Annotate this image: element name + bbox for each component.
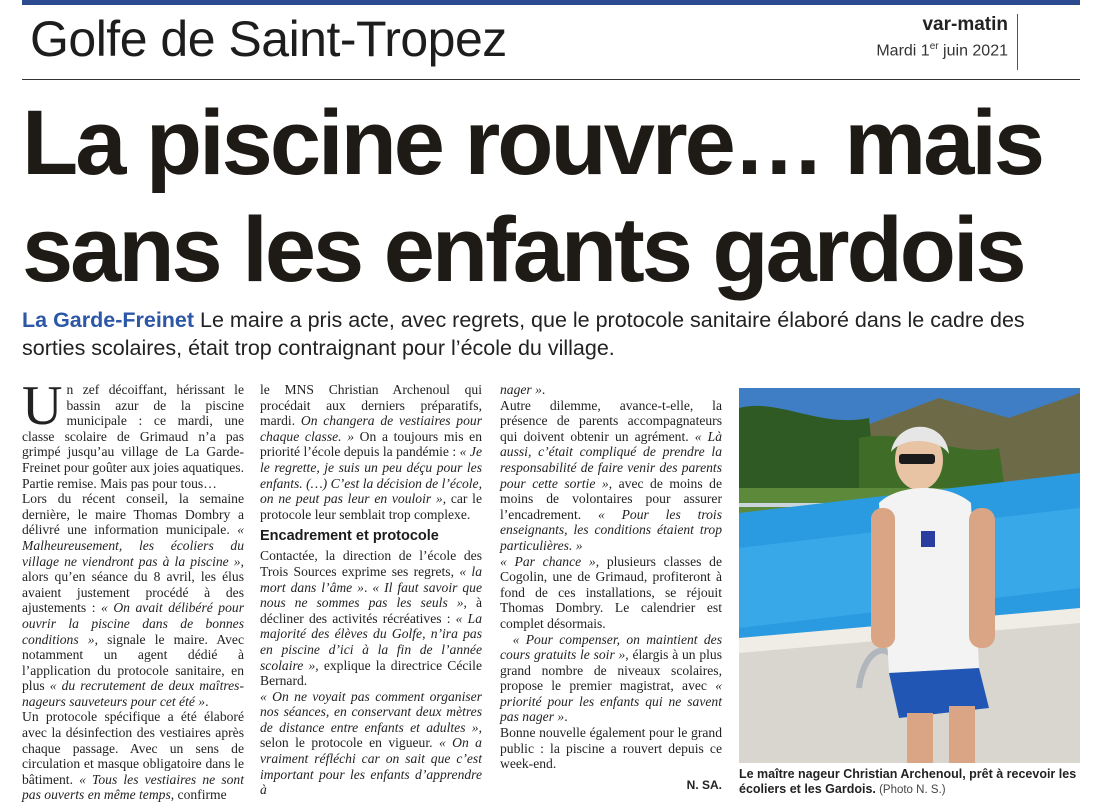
paragraph: « On ne voyait pas comment organiser nos séances, en conservant deux mètres de distance entre enfants et adultes », selon le protocole en vigueur. « On a vraiment réfléchi car on sait que c’est important pour les enfants d’apprendre à xyxy=(260,688,482,798)
article-photo xyxy=(739,388,1080,763)
paragraph: Un zef décoiffant, hérissant le bassin azur de la piscine municipale : ce mardi, une classe scolaire de Grimaud n’a pas grimpé jusqu’au village de La Garde-Freinet pour goûter aux joies aquatiques. Partie remise. Mais pas pour tous… xyxy=(22,375,244,491)
lede-text: Le maire a pris acte, avec regrets, que le protocole sanitaire élaboré dans le cadre des sorties scolaires, était trop contraignant pour l’école du village. xyxy=(22,308,1025,360)
masthead-divider xyxy=(1017,14,1018,70)
section-title: Golfe de Saint-Tropez xyxy=(30,11,507,67)
article-column-3 xyxy=(500,382,722,793)
headline-line-2: sans les enfants gardois xyxy=(22,199,1024,301)
author-signature: N. SA. xyxy=(686,777,722,792)
paragraph: Un protocole spécifique a été élaboré avec la désinfection des vestiaires après chaque passage. Avec un sens de circulation et masque obligatoire dans le bâtiment. « Tous les vestiaires ne sont pas ouverts en même temps, confirme xyxy=(22,709,244,803)
paragraph: Contactée, la direction de l’école des Trois Sources exprime ses regrets, « la mort dans l’âme ». « Il faut savoir que nous ne sommes pas les seuls », à décliner des activités récréatives : « La majorité des élèves du Golfe, n’ira pas en piscine d’ici à la fin de l’année scolaire », explique la directrice Cécile Bernard. xyxy=(260,548,482,689)
dateline-place: La Garde-Freinet xyxy=(22,308,195,332)
header-rule xyxy=(22,79,1080,80)
paragraph: « Par chance », plusieurs classes de Cogolin, une de Grimaud, profiteront à fond de ces installations, se réjouit Thomas Dombry. Le calendrier est complet désormais. xyxy=(500,553,722,631)
paragraph: « Pour compenser, on maintient des cours gratuits le soir », élargis à un plus grand nombre de niveaux scolaires, propose le premier magistrat, avec « priorité pour les enfants qui ne savent pas nager ». xyxy=(500,631,722,725)
top-color-bar xyxy=(22,0,1080,5)
lede xyxy=(22,306,1080,362)
headline xyxy=(22,90,1082,304)
pool-photo-illustration xyxy=(739,388,1080,763)
paragraph: nager ». xyxy=(500,382,546,397)
headline-line-1: La piscine rouvre… mais xyxy=(22,92,1043,194)
drop-cap: U xyxy=(22,375,63,437)
masthead xyxy=(876,14,1008,62)
photo-caption xyxy=(739,767,1080,798)
paragraph: Lors du récent conseil, la semaine dernière, le maire Thomas Dombry a délivré une information municipale. « Malheureusement, les écoliers du village ne viendront pas à la piscine », alors qu’en séance du 8 avril, les élus avaient justement procédé à des ajustements : « On avait délibéré pour ouvrir la piscine dans de bonnes conditions », signale le maire. Avec notamment un agent dédié à l’application du protocole sanitaire, en plus « du recrutement de deux maîtres-nageurs sauveteurs pour cet été ». xyxy=(22,491,245,709)
article-column-2 xyxy=(260,382,482,798)
caption-text: Le maître nageur Christian Archenoul, prêt à recevoir les écoliers et les Gardois. xyxy=(739,767,1077,796)
subheading: Encadrement et protocole xyxy=(260,528,439,545)
photo-credit: (Photo N. S.) xyxy=(875,784,946,796)
paragraph: Autre dilemme, avance-t-elle, la présence de parents accompagnateurs qui doivent obtenir un agrément. « Là aussi, c’était compliqué de prendre la responsabilité de faire venir des parents pour cette sortie », avec de moins de moins de volontaires pour assurer l’encadrement. « Pour les trois enseignants, les conditions étaient trop particulières. » xyxy=(500,397,722,553)
paragraph: le MNS Christian Archenoul qui procédait aux derniers préparatifs, mardi. On changera de vestiaires pour chaque classe. » On a toujours mis en priorité l’école depuis la pandémie : « Je le regrette, je suis un peu déçu pour les enfants. (…) C’est la décision de l’école, on ne peut pas leur en vouloir », car le protocole leur semblait trop complexe. xyxy=(260,382,482,522)
article-column-1 xyxy=(22,375,245,803)
paragraph: Bonne nouvelle également pour le grand public : la piscine a rouvert depuis ce week-end. xyxy=(500,725,722,772)
issue-date: Mardi 1er juin 2021 xyxy=(876,41,1008,60)
newspaper-name: var-matin xyxy=(922,14,1008,35)
